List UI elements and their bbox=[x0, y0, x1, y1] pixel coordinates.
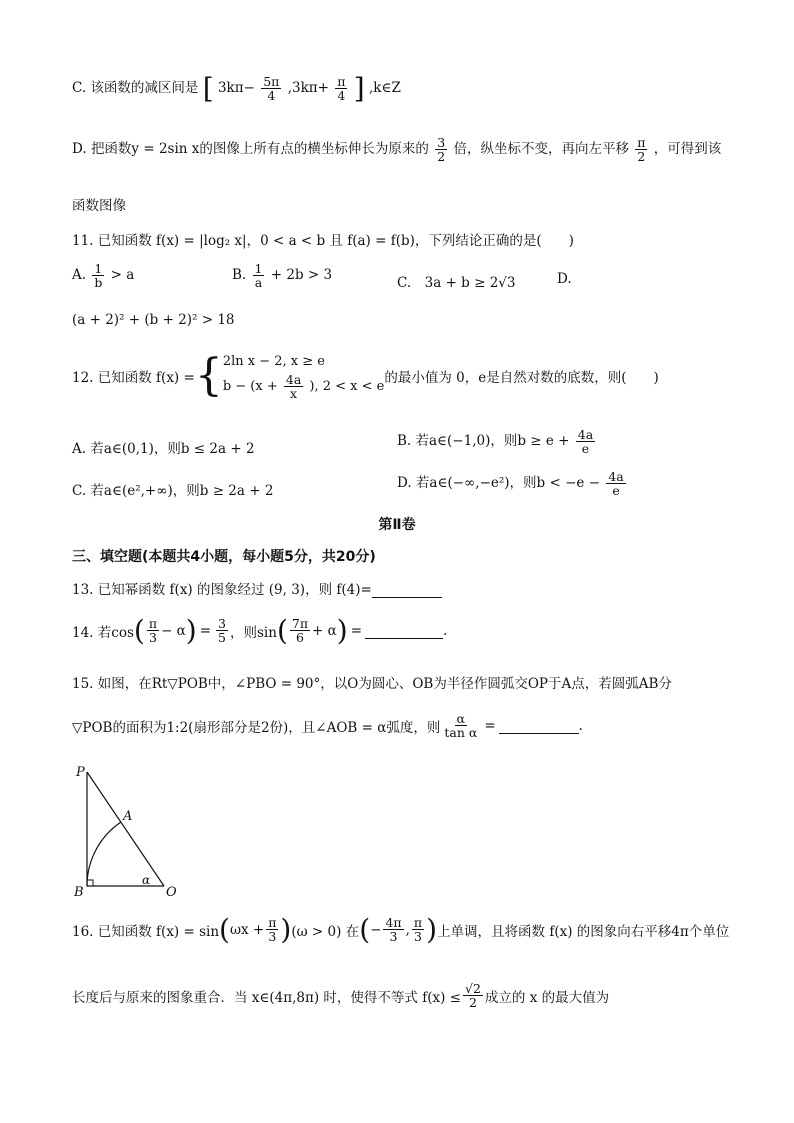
q10-option-d-line2: 函数图像 bbox=[72, 198, 126, 214]
q16-line1: 16. 已知函数 f(x) = sin ( ωx + $\frac{\pi}{3}$ ) (ω > 0) 在 ( − $\frac{4\pi}{3}$ , $\frac{\pi}{3}$ ) 上单调，且将函数 f(x) 的图象向右平移4π个单位 bbox=[72, 913, 730, 946]
q15-answer-blank[interactable] bbox=[499, 717, 579, 734]
label-b: B bbox=[74, 885, 84, 900]
q15-figure bbox=[70, 760, 190, 900]
q16-line2: 长度后与原来的图象重合．当 x∈(4π,8π) 时，使得不等式 f(x) ≤ $\frac{√2}{2}$ 成立的 x 的最大值为 bbox=[72, 981, 610, 1011]
q11-option-d-label: D. bbox=[557, 271, 572, 287]
q15-line1: 15. 如图，在Rt▽POB中，∠PBO = 90°，以O为圆心、OB为半径作圆弧交OP于A点，若圆弧AB分 bbox=[72, 676, 672, 692]
q12-option-b: B. 若a∈(−1,0)，则b ≥ e + $\frac{4a}{e}$ bbox=[397, 427, 594, 457]
part-title: 第Ⅱ卷 bbox=[378, 517, 416, 533]
q11-option-d: (a + 2)² + (b + 2)² > 18 bbox=[72, 312, 235, 328]
q15-line2: ▽POB的面积为1:2(扇形部分是2份)，且∠AOB = α弧度，则 $\frac{\alpha}{\text{tan α}}$ = . bbox=[72, 711, 583, 741]
q12-option-d: D. 若a∈(−∞,−e²)，则b < −e − $\frac{4a}{e}$ bbox=[397, 469, 624, 499]
q10-option-d: D. 把函数y = 2sin x的图像上所有点的横坐标伸长为原来的 $\frac{3}{2}$ 倍，纵坐标不变，再向左平移 $\frac{\pi}{2}$ ，可得到该 bbox=[72, 135, 722, 165]
label-o: O bbox=[166, 885, 177, 900]
q11-option-c: C. 3a + b ≥ 2√3 bbox=[397, 275, 516, 291]
section-title: 三、填空题(本题共4小题，每小题5分，共20分) bbox=[72, 549, 376, 565]
q12-stem: 12. 已知函数 f(x) = { 2ln x − 2, x ≥ e b − (x + $\frac{4a}{x}$ ), 2 < x < e 的最小值为 0，e是自然对数的底数，则( ) bbox=[72, 350, 659, 402]
q10-option-c: C. 该函数的减区间是 [ 3kπ− $\frac{5\pi}{4}$ ,3kπ+ $\frac{\pi}{4}$ ] ,k∈Z bbox=[72, 72, 401, 105]
label-alpha: α bbox=[142, 873, 151, 887]
q12-option-c: C. 若a∈(e²,+∞)，则b ≥ 2a + 2 bbox=[72, 483, 274, 499]
q13-answer-blank[interactable] bbox=[372, 583, 442, 598]
label-p: P bbox=[76, 765, 85, 780]
q11-option-b: B. $\frac{1}{a}$ + 2b > 3 bbox=[232, 261, 333, 291]
q13: 13. 已知幂函数 f(x) 的图象经过 (9, 3)，则 f(4)= bbox=[72, 578, 442, 598]
q11-option-a: A. $\frac{1}{b}$ > a bbox=[72, 261, 135, 291]
q11-stem: 11. 已知函数 f(x) = |log₂ x|，0 < a < b 且 f(a) = f(b)，下列结论正确的是( ) bbox=[72, 233, 574, 249]
q12-option-a: A. 若a∈(0,1)，则b ≤ 2a + 2 bbox=[72, 441, 255, 457]
q14-answer-blank[interactable] bbox=[365, 622, 443, 639]
q14: 14. 若cos ( $\frac{\pi}{3}$ − α ) = $\frac{3}{5}$ ，则sin ( $\frac{7\pi}{6}$ + α ) = . bbox=[72, 614, 448, 647]
label-a: A bbox=[123, 809, 133, 824]
